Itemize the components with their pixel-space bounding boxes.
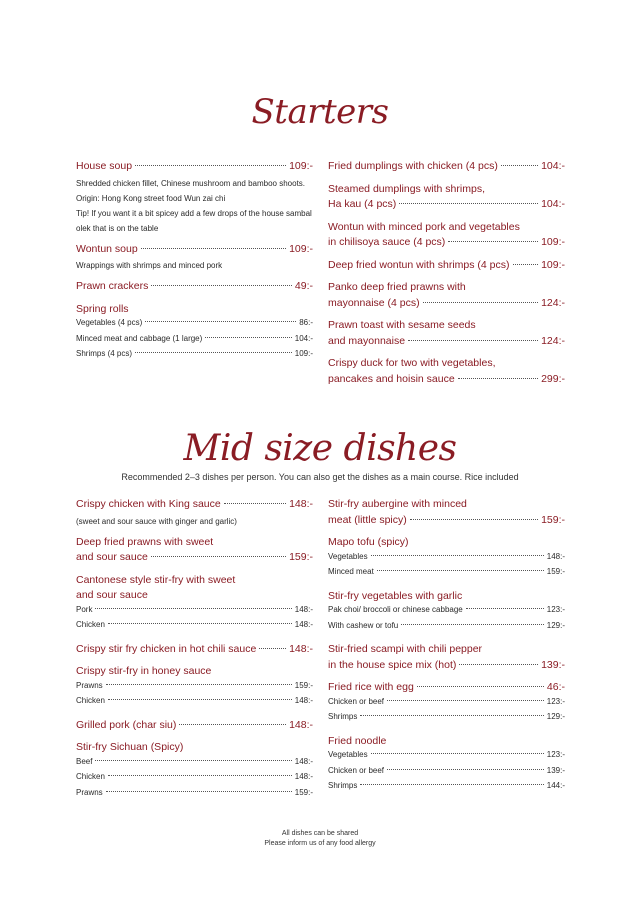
option-row <box>328 567 565 583</box>
dish-name: and sour sauce <box>76 589 148 601</box>
leader-dots <box>145 321 296 322</box>
dish-description <box>76 176 313 206</box>
option-row-price: 148:- <box>294 604 313 614</box>
leader-dots <box>95 760 291 761</box>
menu-item <box>76 719 313 735</box>
option-row <box>76 334 313 350</box>
dish-row-label: Deep fried wontun with shrimps (4 pcs) <box>328 258 510 271</box>
option-row-label: Vegetables <box>328 551 368 561</box>
spacer <box>328 312 565 319</box>
dish-row-price: 139:- <box>541 658 565 671</box>
leader-dots <box>423 302 538 303</box>
option-row-price: 129:- <box>546 620 565 630</box>
leader-dots <box>401 624 544 625</box>
option-row-price: 159:- <box>294 680 313 690</box>
spacer <box>76 365 313 372</box>
menu-item <box>328 536 565 583</box>
menu-item <box>328 259 565 275</box>
starters-title: Starters <box>251 92 389 132</box>
option-row-label: Chicken <box>76 620 105 629</box>
leader-dots <box>387 700 544 701</box>
spacer <box>76 567 313 574</box>
dish-tip: Tip! If you want it a bit spicey add a few drops of the house sambal olek that is on the table <box>76 208 312 233</box>
menu-item <box>328 735 565 797</box>
spacer <box>76 734 313 741</box>
dish-name: Stir-fried scampi with chili pepper <box>328 643 483 655</box>
dish-row <box>328 259 565 275</box>
mid-size-subtitle: Recommended 2–3 dishes per person. You can also get the dishes as a main course. Rice included <box>121 472 519 482</box>
spacer <box>76 712 313 719</box>
dish-name: Stir-fry vegetables with garlic <box>328 589 463 602</box>
leader-dots <box>466 608 544 609</box>
dish-name: Fried noodle <box>328 734 387 747</box>
leader-dots <box>501 165 538 166</box>
dish-row-label: House soup <box>76 160 133 172</box>
spacer <box>76 236 313 243</box>
dish-name: Mapo tofu (spicy) <box>328 536 409 548</box>
dish-row-price: 104:- <box>541 198 565 210</box>
dish-row-price: 299:- <box>541 372 565 385</box>
menu-item <box>76 303 313 365</box>
menu-item <box>328 160 565 176</box>
option-row-price: 104:- <box>294 333 313 343</box>
spacer <box>328 583 565 590</box>
option-row-price: 123:- <box>546 696 565 706</box>
dish-row-price: 148:- <box>289 642 313 655</box>
dish-row <box>328 514 565 530</box>
dish-row <box>76 160 313 176</box>
option-row-label: Minced meat and cabbage (1 large) <box>76 333 203 343</box>
menu-item <box>76 741 313 803</box>
spacer <box>328 176 565 183</box>
option-row-price: 159:- <box>294 787 313 797</box>
option-row-label: Beef <box>76 756 93 766</box>
option-row-label: Chicken or beef <box>328 765 385 775</box>
leader-dots <box>371 555 544 556</box>
spacer <box>76 636 313 643</box>
dish-row <box>328 297 565 313</box>
option-row-label: Pak choi/ broccoli or chinese cabbage <box>328 605 463 614</box>
spacer <box>328 274 565 281</box>
dish-row-label: Crispy stir fry chicken in hot chili sauce <box>76 642 257 655</box>
leader-dots <box>387 769 544 770</box>
dish-row-price: 124:- <box>541 296 565 309</box>
option-row-price: 148:- <box>294 772 313 781</box>
dish-name: Steamed dumplings with shrimps, <box>328 182 485 195</box>
dish-name: Crispy duck for two with vegetables, <box>328 357 496 369</box>
leader-dots <box>458 378 538 379</box>
option-row <box>76 696 313 712</box>
dish-row-label: and mayonnaise <box>328 334 406 347</box>
dish-row-label: Ha kau (4 pcs) <box>328 198 397 210</box>
leader-dots <box>151 285 292 286</box>
dish-row <box>328 236 565 252</box>
dish-name: Panko deep fried prawns with <box>328 281 466 293</box>
menu-item <box>76 643 313 659</box>
option-row-price: 139:- <box>546 765 565 775</box>
menu-item <box>328 643 565 674</box>
leader-dots <box>108 699 292 700</box>
dish-name: Spring rolls <box>76 302 129 315</box>
option-row-price: 109:- <box>294 349 313 358</box>
option-row-price: 148:- <box>294 620 313 629</box>
option-row <box>328 781 565 797</box>
option-row-price: 123:- <box>546 605 565 614</box>
dish-row-price: 46:- <box>546 681 565 693</box>
description-text: Shredded chicken fillet, Chinese mushroom and bamboo shoots. Origin: Hong Kong street food Wun zai chi <box>76 178 306 203</box>
leader-dots <box>513 264 539 265</box>
description-text: Wrappings with shrimps and minced pork <box>76 261 223 270</box>
dish-row-label: in the house spice mix (hot) <box>328 658 457 671</box>
spacer <box>328 350 565 357</box>
option-row <box>328 766 565 782</box>
option-row-label: Chicken <box>76 772 105 781</box>
dish-row-price: 109:- <box>541 236 565 248</box>
dish-row-label: Fried rice with egg <box>328 681 414 693</box>
spacer <box>328 252 565 259</box>
spacer <box>328 529 565 536</box>
leader-dots <box>205 337 291 338</box>
option-row <box>76 788 313 804</box>
option-row-price: 148:- <box>294 696 313 705</box>
dish-row-price: 159:- <box>541 513 565 526</box>
leader-dots <box>179 724 286 725</box>
spacer <box>76 529 313 536</box>
dish-row-price: 148:- <box>289 718 313 731</box>
menu-item <box>76 160 313 236</box>
dish-name: Stir-fry Sichuan (Spicy) <box>76 741 184 753</box>
dish-row <box>76 719 313 735</box>
option-row-price: 148:- <box>546 551 565 561</box>
dish-row <box>76 498 313 514</box>
dish-name: Cantonese style stir-fry with sweet <box>76 573 236 586</box>
mid-size-title: Mid size dishes <box>183 428 457 469</box>
leader-dots <box>459 664 538 665</box>
menu-item <box>328 319 565 350</box>
option-row-label: Chicken or beef <box>328 696 385 706</box>
option-row-price: 129:- <box>546 712 565 721</box>
spacer <box>76 803 313 810</box>
footer-share-note: All dishes can be shared <box>281 830 359 837</box>
starters-right-column <box>328 160 565 395</box>
leader-dots <box>135 165 286 166</box>
dish-row <box>328 160 565 176</box>
leader-dots <box>371 753 544 754</box>
leader-dots <box>408 340 538 341</box>
leader-dots <box>224 503 286 504</box>
dish-row-label: Crispy chicken with King sauce <box>76 498 221 510</box>
spacer <box>76 296 313 303</box>
option-row-label: Shrimps (4 pcs) <box>76 349 133 358</box>
leader-dots <box>141 248 286 249</box>
leader-dots <box>259 648 286 649</box>
option-row <box>76 605 313 621</box>
option-row-label: Prawns <box>76 787 103 797</box>
option-row-label: Shrimps <box>328 712 358 721</box>
option-row-label: Chicken <box>76 696 105 705</box>
option-row-price: 148:- <box>294 756 313 766</box>
spacer <box>328 388 565 395</box>
option-row-label: Minced meat <box>328 567 374 576</box>
dish-row-label: meat (little spicy) <box>328 513 407 526</box>
menu-item <box>328 281 565 312</box>
menu-item <box>328 357 565 388</box>
dish-name: Prawn toast with sesame seeds <box>328 319 476 331</box>
leader-dots <box>106 791 292 792</box>
dish-row-label: Prawn crackers <box>76 280 149 292</box>
option-row-label: Pork <box>76 604 93 614</box>
spacer <box>328 214 565 221</box>
dish-row <box>328 373 565 389</box>
option-row-label: Shrimps <box>328 781 358 790</box>
dish-row <box>76 280 313 296</box>
leader-dots <box>417 686 544 687</box>
option-row <box>328 552 565 568</box>
option-row <box>76 772 313 788</box>
option-row-label: Prawns <box>76 680 103 690</box>
leader-dots <box>360 784 543 785</box>
starters-left-column <box>76 160 313 372</box>
dish-row <box>76 243 313 259</box>
option-row <box>328 712 565 728</box>
menu-item <box>328 590 565 637</box>
option-row <box>76 318 313 334</box>
option-row <box>328 605 565 621</box>
dish-row <box>76 551 313 567</box>
menu-item <box>76 498 313 529</box>
dish-row-price: 109:- <box>289 242 313 255</box>
dish-name: Wontun with minced pork and vegetables <box>328 220 520 233</box>
dish-row-price: 124:- <box>541 334 565 347</box>
leader-dots <box>360 715 543 716</box>
menu-item <box>76 280 313 296</box>
option-row-price: 123:- <box>546 750 565 759</box>
spacer <box>328 797 565 804</box>
menu-item <box>328 498 565 529</box>
dish-row-price: 109:- <box>289 160 313 172</box>
dish-row-price: 104:- <box>541 160 565 172</box>
leader-dots <box>95 608 291 609</box>
leader-dots <box>410 519 538 520</box>
option-row <box>76 620 313 636</box>
option-row <box>76 757 313 773</box>
option-row-label: Vegetables <box>328 750 368 759</box>
dish-row-label: pancakes and hoisin sauce <box>328 372 455 385</box>
menu-item <box>76 536 313 567</box>
menu-item <box>328 183 565 214</box>
option-row-label: Vegetables (4 pcs) <box>76 318 143 327</box>
dish-row-price: 109:- <box>541 258 565 271</box>
option-row-price: 144:- <box>546 781 565 790</box>
menu-item <box>76 243 313 274</box>
leader-dots <box>108 623 292 624</box>
option-row-price: 86:- <box>299 318 313 327</box>
leader-dots <box>108 775 292 776</box>
option-row-price: 159:- <box>546 567 565 576</box>
dish-row-price: 49:- <box>294 280 313 292</box>
dish-row <box>328 681 565 697</box>
spacer <box>76 658 313 665</box>
dish-row <box>328 335 565 351</box>
option-row <box>328 750 565 766</box>
option-row <box>328 697 565 713</box>
dish-row-label: Wontun soup <box>76 242 138 255</box>
menu-item <box>328 681 565 728</box>
leader-dots <box>135 352 292 353</box>
mid-right-column <box>328 498 565 804</box>
option-row <box>328 621 565 637</box>
spacer <box>328 674 565 681</box>
leader-dots <box>399 203 538 204</box>
mid-left-column <box>76 498 313 810</box>
footer <box>0 829 640 849</box>
dish-name: Deep fried prawns with sweet <box>76 535 214 548</box>
option-row-label: With cashew or tofu <box>328 620 399 630</box>
dish-row-label: and sour sauce <box>76 551 148 563</box>
leader-dots <box>448 241 538 242</box>
footer-allergy-note: Please inform us of any food allergy <box>264 840 376 847</box>
option-row <box>76 349 313 365</box>
dish-row-label: Grilled pork (char siu) <box>76 718 177 731</box>
menu-item <box>76 665 313 712</box>
dish-row-price: 159:- <box>289 551 313 563</box>
dish-description <box>76 514 313 529</box>
dish-description <box>76 258 313 273</box>
dish-row-label: Fried dumplings with chicken (4 pcs) <box>328 160 498 172</box>
leader-dots <box>106 684 292 685</box>
dish-row <box>328 198 565 214</box>
spacer <box>328 728 565 735</box>
description-text: (sweet and sour sauce with ginger and garlic) <box>76 516 237 526</box>
spacer <box>328 636 565 643</box>
menu-item <box>76 574 313 636</box>
dish-row <box>76 643 313 659</box>
leader-dots <box>151 556 286 557</box>
menu-item <box>328 221 565 252</box>
dish-row-label: in chilisoya sauce (4 pcs) <box>328 236 446 248</box>
dish-name: Stir-fry aubergine with minced <box>328 498 467 510</box>
dish-row <box>328 659 565 675</box>
dish-name: Crispy stir-fry in honey sauce <box>76 665 212 677</box>
option-row <box>76 681 313 697</box>
spacer <box>76 273 313 280</box>
dish-row-price: 148:- <box>289 498 313 510</box>
leader-dots <box>377 570 544 571</box>
dish-row-label: mayonnaise (4 pcs) <box>328 296 420 309</box>
